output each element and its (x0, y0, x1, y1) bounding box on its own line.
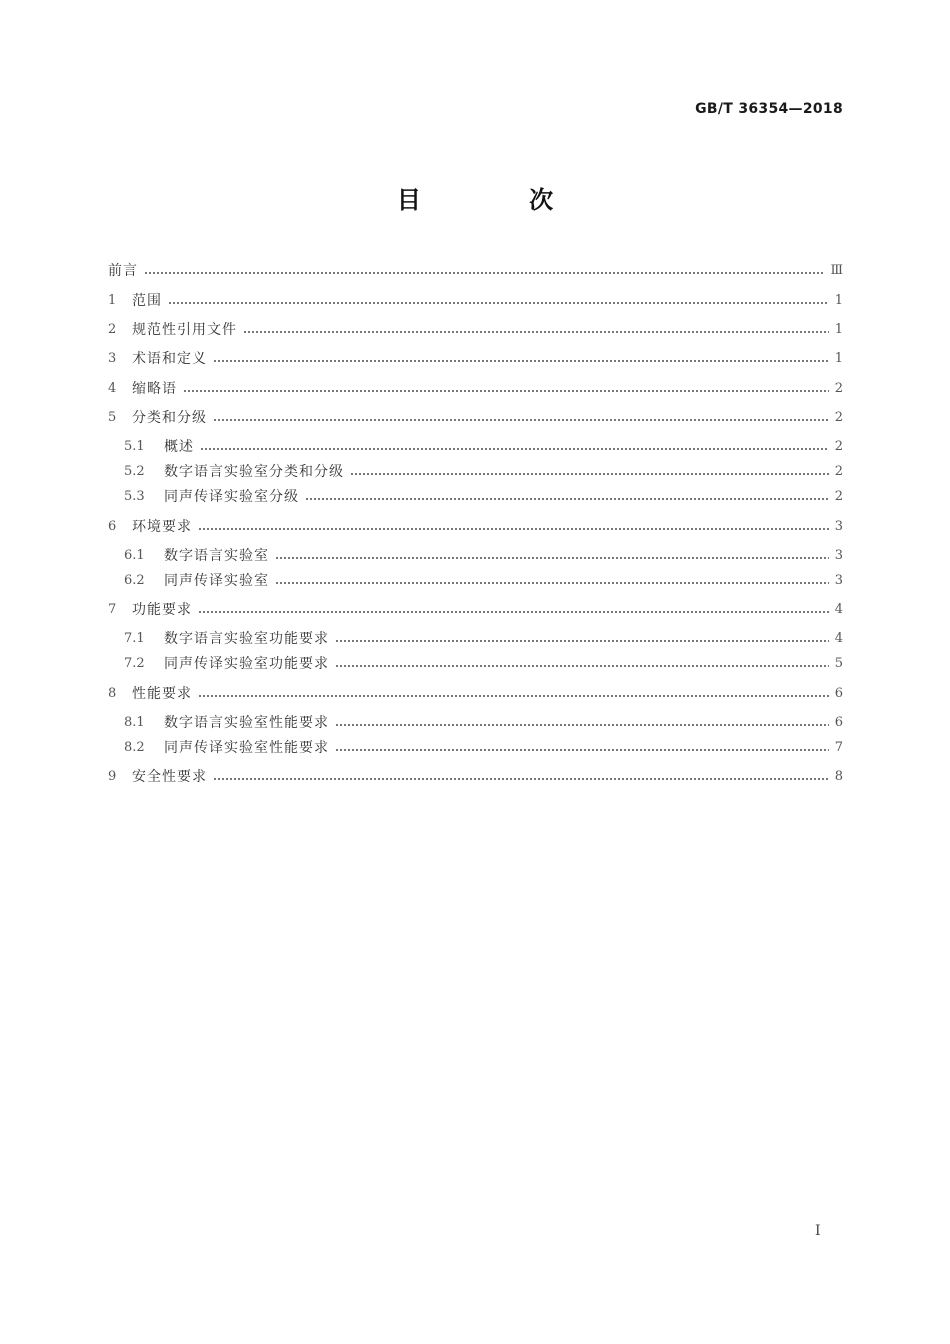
toc-entry-6-1[interactable] (124, 543, 843, 567)
toc-entry-number: 5.1 (124, 438, 145, 454)
page-number: Ⅰ (815, 1223, 821, 1239)
dot-leader (275, 557, 829, 559)
toc-entry-page: 1 (834, 292, 843, 308)
dot-leader (213, 419, 829, 421)
toc-entry-page: 6 (834, 714, 843, 730)
toc-entry-number: 2 (108, 321, 117, 337)
toc-entry-page: 2 (834, 409, 843, 425)
toc-entry-page: 7 (834, 739, 843, 755)
standard-code: GB/T 36354—2018 (695, 101, 843, 117)
dot-leader (168, 302, 829, 304)
toc-entry-7-1[interactable] (124, 626, 843, 650)
toc-entry-label: 前言 (108, 263, 138, 279)
toc-entry-label: 术语和定义 (132, 351, 207, 367)
toc-entry-label: 规范性引用文件 (132, 322, 237, 338)
toc-entry-number: 4 (108, 380, 117, 396)
dot-leader (144, 272, 824, 274)
toc-entry-number: 5.3 (124, 488, 145, 504)
toc-entry-number: 9 (108, 768, 117, 784)
toc-entry-5-2[interactable] (124, 459, 843, 483)
toc-entry-1[interactable] (108, 288, 843, 312)
toc-entry-number: 8.2 (124, 739, 145, 755)
toc-entry-5-3[interactable] (124, 484, 843, 508)
toc-entry-page: 2 (834, 488, 843, 504)
toc-entry-7-2[interactable] (124, 651, 843, 675)
toc-entry-number: 6.2 (124, 572, 145, 588)
toc-entry-4[interactable] (108, 376, 843, 400)
toc-entry-label: 安全性要求 (132, 769, 207, 785)
toc-entry-page: 6 (834, 685, 843, 701)
toc-entry-page: 3 (834, 572, 843, 588)
toc-entry-number: 7 (108, 601, 117, 617)
toc-entry-label: 同声传译实验室性能要求 (164, 740, 329, 756)
toc-entry-label: 数字语言实验室性能要求 (164, 715, 329, 731)
dot-leader (213, 778, 829, 780)
toc-entry-6-2[interactable] (124, 568, 843, 592)
dot-leader (198, 528, 829, 530)
toc-entry-label: 同声传译实验室分级 (164, 489, 299, 505)
toc-entry-page: 2 (834, 380, 843, 396)
toc-entry-page: 2 (834, 463, 843, 479)
toc-entry-number: 6 (108, 518, 117, 534)
toc-entry-5-1[interactable] (124, 434, 843, 458)
dot-leader (335, 665, 829, 667)
toc-entry-number: 7.2 (124, 655, 145, 671)
toc-entry-label: 功能要求 (132, 602, 192, 618)
toc-entry-9[interactable] (108, 764, 843, 788)
dot-leader (243, 331, 829, 333)
dot-leader (335, 640, 829, 642)
toc-entry-label: 数字语言实验室分类和分级 (164, 464, 344, 480)
toc-entry-number: 1 (108, 292, 117, 308)
toc-entry-7[interactable] (108, 597, 843, 621)
toc-entry-page: 3 (834, 547, 843, 563)
toc-entry-page: 5 (834, 655, 843, 671)
toc-entry-page: 1 (834, 321, 843, 337)
dot-leader (335, 724, 829, 726)
toc-entry-6[interactable] (108, 514, 843, 538)
toc-entry-label: 性能要求 (132, 686, 192, 702)
toc-entry-foreword[interactable] (108, 258, 843, 282)
toc-entry-label: 同声传译实验室功能要求 (164, 656, 329, 672)
toc-entry-label: 数字语言实验室功能要求 (164, 631, 329, 647)
toc-entry-number: 5.2 (124, 463, 145, 479)
toc-entry-8[interactable] (108, 681, 843, 705)
toc-entry-number: 3 (108, 350, 117, 366)
toc-entry-label: 范围 (132, 293, 162, 309)
dot-leader (213, 360, 829, 362)
dot-leader (200, 448, 829, 450)
dot-leader (350, 473, 829, 475)
toc-entry-page: 4 (834, 601, 843, 617)
toc-entry-page: Ⅲ (830, 262, 843, 278)
toc-entry-3[interactable] (108, 346, 843, 370)
toc-entry-2[interactable] (108, 317, 843, 341)
toc-entry-8-1[interactable] (124, 710, 843, 734)
dot-leader (275, 582, 829, 584)
toc-entry-label: 概述 (164, 439, 194, 455)
toc-entry-8-2[interactable] (124, 735, 843, 759)
page-title: 目 次 (396, 186, 604, 214)
toc-entry-label: 缩略语 (132, 381, 177, 397)
toc-entry-number: 6.1 (124, 547, 145, 563)
toc-entry-number: 5 (108, 409, 117, 425)
dot-leader (305, 498, 829, 500)
dot-leader (183, 390, 829, 392)
dot-leader (198, 695, 829, 697)
toc-entry-number: 8.1 (124, 714, 145, 730)
toc-entry-label: 环境要求 (132, 519, 192, 535)
toc-entry-label: 分类和分级 (132, 410, 207, 426)
dot-leader (198, 611, 829, 613)
toc-entry-page: 2 (834, 438, 843, 454)
toc-entry-page: 4 (834, 630, 843, 646)
toc-entry-page: 3 (834, 518, 843, 534)
toc-entry-label: 同声传译实验室 (164, 573, 269, 589)
toc-entry-page: 1 (834, 350, 843, 366)
toc-entry-page: 8 (834, 768, 843, 784)
toc-entry-5[interactable] (108, 405, 843, 429)
toc-entry-number: 8 (108, 685, 117, 701)
toc-entry-number: 7.1 (124, 630, 145, 646)
dot-leader (335, 749, 829, 751)
toc-entry-label: 数字语言实验室 (164, 548, 269, 564)
